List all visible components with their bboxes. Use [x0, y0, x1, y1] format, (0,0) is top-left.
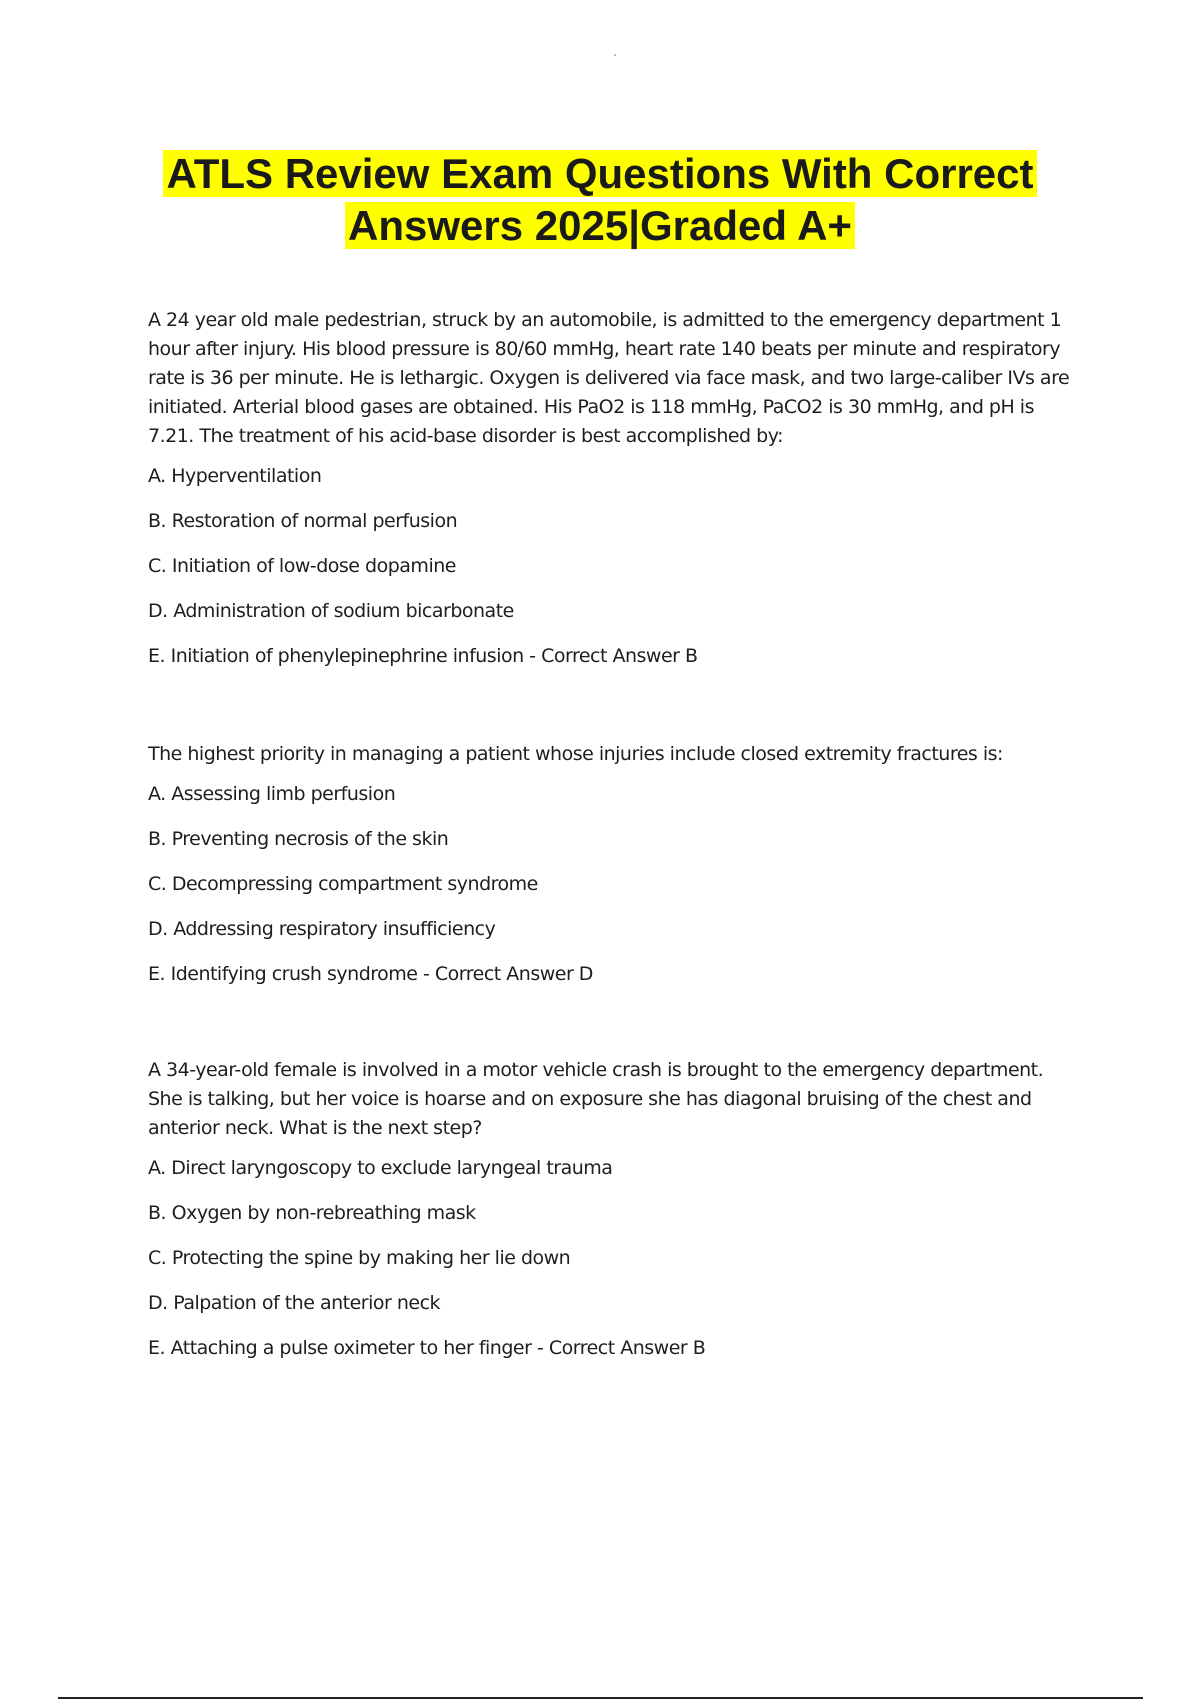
option-a: A. Hyperventilation [148, 465, 322, 487]
answer-options [148, 772, 1078, 997]
question-stem: The highest priority in managing a patient whose injuries include closed extremity fractures is: [148, 743, 1003, 765]
answer-options [148, 1146, 1078, 1371]
document-title [100, 148, 1100, 252]
question-block-1 [148, 306, 1078, 679]
option-d: D. Administration of sodium bicarbonate [148, 600, 514, 622]
option-c: C. Protecting the spine by making her lie down [148, 1247, 571, 1269]
option-a: A. Direct laryngoscopy to exclude laryngeal trauma [148, 1157, 613, 1179]
title-line-2: Answers 2025|Graded A+ [345, 202, 855, 249]
answer-options [148, 454, 1078, 679]
page-bottom-rule [58, 1697, 1143, 1699]
option-e-with-answer: E. Initiation of phenylepinephrine infusion - Correct Answer B [148, 645, 698, 667]
title-line-1: ATLS Review Exam Questions With Correct [163, 150, 1036, 197]
option-e-with-answer: E. Identifying crush syndrome - Correct Answer D [148, 963, 593, 985]
option-b: B. Oxygen by non-rebreathing mask [148, 1202, 476, 1224]
question-block-3 [148, 1056, 1078, 1371]
scan-speck [614, 54, 616, 56]
option-c: C. Initiation of low-dose dopamine [148, 555, 456, 577]
question-stem: A 34-year-old female is involved in a motor vehicle crash is brought to the emergency department. She is talking, but her voice is hoarse and on exposure she has diagonal bruising of the chest and anterior neck. What is the next step? [148, 1059, 1044, 1139]
option-c: C. Decompressing compartment syndrome [148, 873, 538, 895]
option-d: D. Addressing respiratory insufficiency [148, 918, 496, 940]
option-a: A. Assessing limb perfusion [148, 783, 396, 805]
option-b: B. Preventing necrosis of the skin [148, 828, 449, 850]
question-block-2 [148, 740, 1078, 997]
option-e-with-answer: E. Attaching a pulse oximeter to her finger - Correct Answer B [148, 1337, 706, 1359]
question-stem: A 24 year old male pedestrian, struck by an automobile, is admitted to the emergency department 1 hour after injury. His blood pressure is 80/60 mmHg, heart rate 140 beats per minute and respiratory rate is 36 per minute. He is lethargic. Oxygen is delivered via face mask, and two large-caliber IVs are initiated. Arterial blood gases are obtained. His PaO2 is 118 mmHg, PaCO2 is 30 mmHg, and pH is 7.21. The treatment of his acid-base disorder is best accomplished by: [148, 309, 1070, 447]
option-d: D. Palpation of the anterior neck [148, 1292, 441, 1314]
option-b: B. Restoration of normal perfusion [148, 510, 458, 532]
